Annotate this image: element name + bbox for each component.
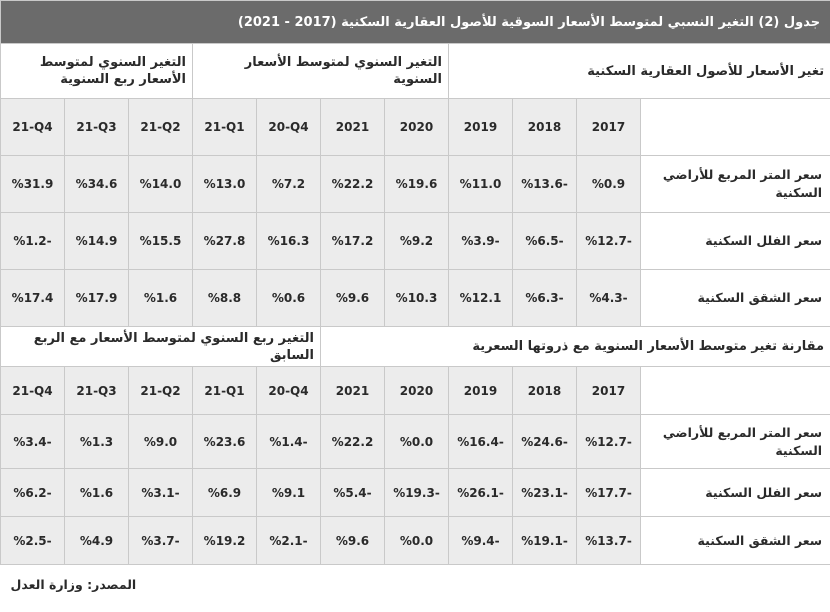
group-peak-comparison: مقارنة تغير متوسط الأسعار السنوية مع ذروتها السعرية <box>321 327 830 367</box>
table-cell: %9.6 <box>321 517 385 565</box>
table-cell: %22.2 <box>321 156 385 213</box>
row-label-header <box>641 99 830 156</box>
table-cell: %3.1- <box>129 469 193 517</box>
table-cell: %14.9 <box>65 213 129 270</box>
table-cell: %0.0 <box>385 415 449 469</box>
table-cell: %9.2 <box>385 213 449 270</box>
row-label: سعر الفلل السكنية <box>641 213 830 270</box>
table-row <box>1 270 830 327</box>
section1-group-row <box>1 44 830 99</box>
section1-header-row <box>1 99 830 156</box>
table-cell: %8.8 <box>193 270 257 327</box>
table-cell: %2.1- <box>257 517 321 565</box>
column-header: 2018 <box>513 367 577 415</box>
table-cell: %1.4- <box>257 415 321 469</box>
table-cell: %11.0 <box>449 156 513 213</box>
table-cell: %12.7- <box>577 415 641 469</box>
row-label: سعر المتر المربع للأراضي السكنية <box>641 415 830 469</box>
table-cell: %2.5- <box>1 517 65 565</box>
column-header: 2019 <box>449 367 513 415</box>
column-header: 21-Q4 <box>1 367 65 415</box>
table-cell: %16.3 <box>257 213 321 270</box>
table-cell: %34.6 <box>65 156 129 213</box>
table-cell: %6.3- <box>513 270 577 327</box>
table-cell: %9.4- <box>449 517 513 565</box>
table-cell: %19.1- <box>513 517 577 565</box>
table-cell: %24.6- <box>513 415 577 469</box>
table-cell: %17.2 <box>321 213 385 270</box>
table-cell: %1.3 <box>65 415 129 469</box>
table-cell: %6.9 <box>193 469 257 517</box>
table-cell: %19.2 <box>193 517 257 565</box>
source-row <box>1 565 830 605</box>
column-header: 21-Q3 <box>65 99 129 156</box>
table-cell: %3.7- <box>129 517 193 565</box>
table-cell: %6.2- <box>1 469 65 517</box>
table-cell: %1.6 <box>65 469 129 517</box>
row-label: سعر الشقق السكنية <box>641 270 830 327</box>
table-cell: %0.0 <box>385 517 449 565</box>
table-cell: %19.6 <box>385 156 449 213</box>
table-cell: %13.0 <box>193 156 257 213</box>
table-cell: %4.9 <box>65 517 129 565</box>
table-cell: %17.9 <box>65 270 129 327</box>
section2-group-row <box>1 327 830 367</box>
table-cell: %9.6 <box>321 270 385 327</box>
table-cell: %27.8 <box>193 213 257 270</box>
table-cell: %15.5 <box>129 213 193 270</box>
table-row <box>1 213 830 270</box>
table-row <box>1 156 830 213</box>
title-row <box>1 1 830 44</box>
group-quarterly-annual-change: التغير السنوي لمتوسط الأسعار ربع السنوية <box>1 44 193 99</box>
table-row <box>1 517 830 565</box>
table-cell: %5.4- <box>321 469 385 517</box>
table-cell: %4.3- <box>577 270 641 327</box>
table-cell: %16.4- <box>449 415 513 469</box>
column-header: 21-Q4 <box>1 99 65 156</box>
column-header: 2020 <box>385 367 449 415</box>
column-header: 21-Q1 <box>193 367 257 415</box>
column-header: 2021 <box>321 99 385 156</box>
column-header: 2021 <box>321 367 385 415</box>
table-cell: %10.3 <box>385 270 449 327</box>
section2-header-row <box>1 367 830 415</box>
table-cell: %0.6 <box>257 270 321 327</box>
column-header: 2019 <box>449 99 513 156</box>
group-asset-price-change: تغير الأسعار للأصول العقارية السكنية <box>449 44 830 99</box>
column-header: 2017 <box>577 99 641 156</box>
table-cell: %3.9- <box>449 213 513 270</box>
column-header: 21-Q2 <box>129 367 193 415</box>
group-quarter-over-quarter-change: التغير ربع السنوي لمتوسط الأسعار مع الربع السابق <box>1 327 321 367</box>
column-header: 20-Q4 <box>257 367 321 415</box>
source-note: المصدر: وزارة العدل <box>10 577 137 593</box>
column-header: 20-Q4 <box>257 99 321 156</box>
column-header: 2017 <box>577 367 641 415</box>
row-label-header <box>641 367 830 415</box>
table-cell: %12.1 <box>449 270 513 327</box>
table-cell: %0.9 <box>577 156 641 213</box>
column-header: 21-Q1 <box>193 99 257 156</box>
table-cell: %17.4 <box>1 270 65 327</box>
table-cell: %13.7- <box>577 517 641 565</box>
row-label: سعر الفلل السكنية <box>641 469 830 517</box>
column-header: 21-Q2 <box>129 99 193 156</box>
table-cell: %22.2 <box>321 415 385 469</box>
table-title: جدول (2) التغير النسبي لمتوسط الأسعار السوقية للأصول العقارية السكنية (2017 - 2021) <box>1 1 830 44</box>
table-cell: %31.9 <box>1 156 65 213</box>
table-cell: %3.4- <box>1 415 65 469</box>
table-cell: %23.6 <box>193 415 257 469</box>
table-row <box>1 415 830 469</box>
table-row <box>1 469 830 517</box>
table-cell: %26.1- <box>449 469 513 517</box>
row-label: سعر المتر المربع للأراضي السكنية <box>641 156 830 213</box>
group-annual-average-change: التغير السنوي لمتوسط الأسعار السنوية <box>193 44 449 99</box>
column-header: 2018 <box>513 99 577 156</box>
table-cell: %1.6 <box>129 270 193 327</box>
row-label: سعر الشقق السكنية <box>641 517 830 565</box>
table-cell: %13.6- <box>513 156 577 213</box>
table-cell: %14.0 <box>129 156 193 213</box>
table-cell: %9.1 <box>257 469 321 517</box>
table-cell: %23.1- <box>513 469 577 517</box>
table-cell: %1.2- <box>1 213 65 270</box>
table-cell: %12.7- <box>577 213 641 270</box>
table-cell: %19.3- <box>385 469 449 517</box>
column-header: 2020 <box>385 99 449 156</box>
table-cell: %6.5- <box>513 213 577 270</box>
table-cell: %9.0 <box>129 415 193 469</box>
table-cell: %7.2 <box>257 156 321 213</box>
column-header: 21-Q3 <box>65 367 129 415</box>
table-cell: %17.7- <box>577 469 641 517</box>
